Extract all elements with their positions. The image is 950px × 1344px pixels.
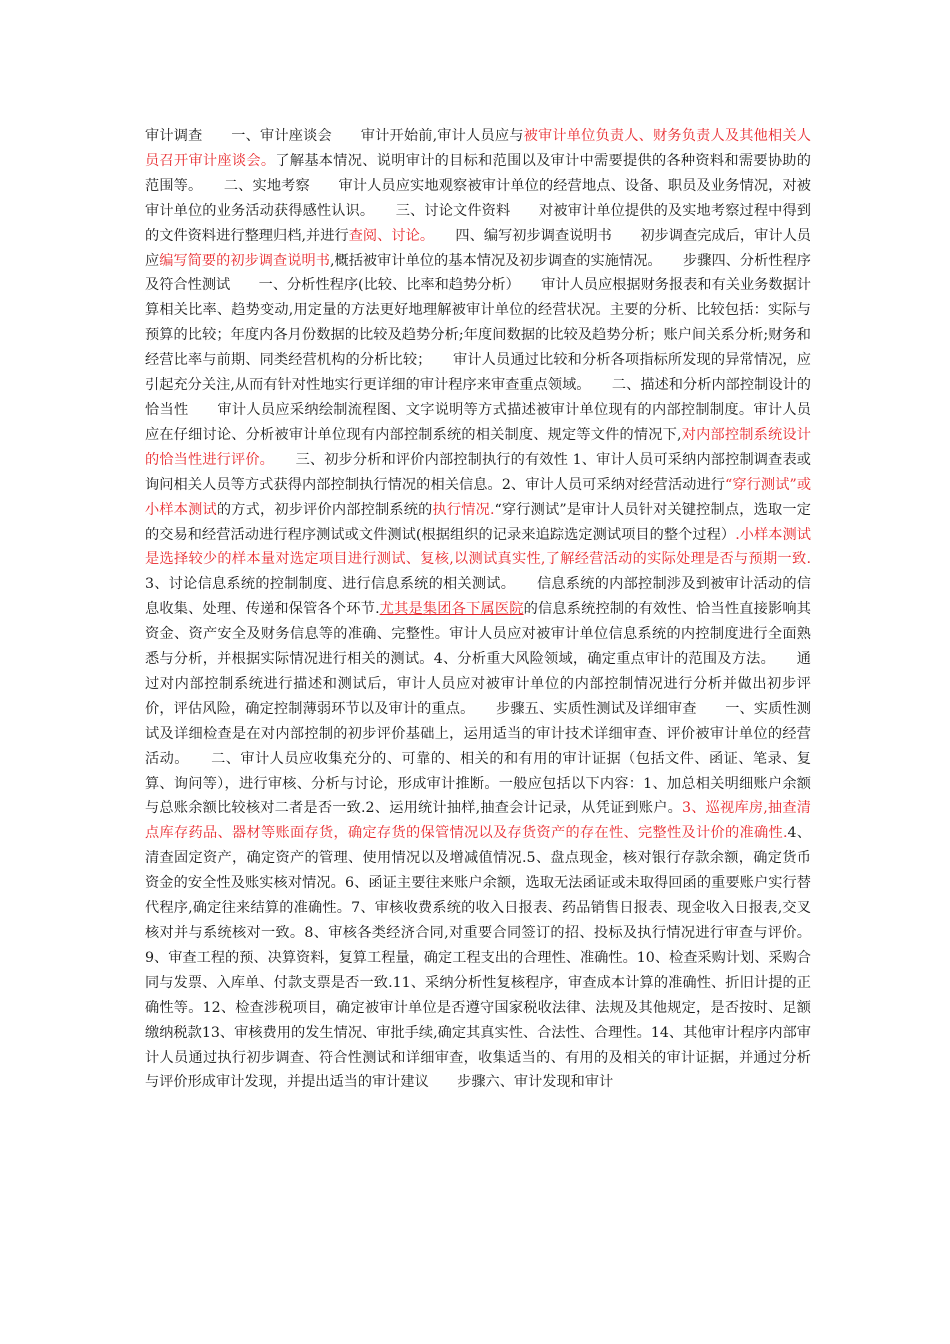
highlighted-text-run: 执行情况. <box>432 501 495 518</box>
text-run: 的方式，初步评价内部控制系统的 <box>216 501 433 518</box>
text-run: 四、编写初步调查说明书 初步调查完成后，审计人员应 <box>145 227 811 269</box>
highlighted-text-run: 对内部控制系统设计的恰当性进行评价。 <box>145 426 811 468</box>
text-run: 三、初步分析和评价内部控制执行的有效性 1、审计人员可采纳内部控制调查表或询问相关人员等方式获得内部控制执行情况的相关信息。2、审计人员可采纳对经营活动进行 <box>145 451 811 493</box>
text-run: 审计调查 一、审计座谈会 审计开始前,审计人员应与 <box>145 128 524 144</box>
highlighted-text-run: 查阅、讨论。 <box>348 227 427 244</box>
text-run: ,概括被审计单位的基本情况及初步调查的实施情况。 步骤四、分析性程序及符合性测试 一、分析性程序(比较、比率和趋势分析） 审计人员应根据财务报表和有关业务数据计算相关比率、趋势变动,用定量的方法更好地理解被审计单位的经营状况。主要的分析、比较包括：实际与预算的比较；年度内各月份数据的比较及趋势分析;年度间数据的比较及趋势分析；账户间关系分析;财务和经营比率与前期、同类经营机构的分析比较； 审计人员通过比较和分析各项指标所发现的异常情况，应引起充分关注,从而有针对性地实行更详细的审计程序来审查重点领域。 二、描述和分析内部控制设计的恰当性 审计人员应采纳绘制流程图、文字说明等方式描述被审计单位现有的内部控制制度。审计人员应在仔细讨论、分析被审计单位现有内部控制系统的相关制度、规定等文件的情况下, <box>145 252 811 443</box>
text-run: 3、讨论信息系统的控制制度、进行信息系统的相关测试。 信息系统的内部控制涉及到被审计活动的信息收集、处理、传递和保管各个环节. <box>145 576 811 618</box>
highlighted-text-run: “穿行测试”或小样本测试 <box>145 476 812 518</box>
text-run: 的信息系统控制的有效性、恰当性直接影响其资金、资产安全及财务信息等的准确、完整性。审计人员应对被审计单位信息系统的内控制度进行全面熟悉与分析，并根据实际情况进行相关的测试。4、分析重大风险领域，确定重点审计的范围及方法。 通过对内部控制系统进行描述和测试后，审计人员应对被审计单位的内部控制情况进行分析并做出初步评价，评估风险，确定控制薄弱环节以及审计的重点。 步骤五、实质性测试及详细审查 一、实质性测试及详细检查是在对内部控制的初步评价基础上，运用适当的审计技术详细审查、评价被审计单位的经营活动。 二、审计人员应收集充分的、可靠的、相关的和有用的审计证据（包括文件、函证、笔录、复算、询问等），进行审核、分析与讨论，形成审计推断。一般应包括以下内容：1、加总相关明细账户余额与总账余额比较核对二者是否一致.2、运用统计抽样,抽查会计记录，从凭证到账户。 <box>145 601 811 817</box>
highlighted-text-run: 尤其是集团各下属医院 <box>379 601 524 618</box>
highlighted-text-run: 被审计单位负责人、财务负责人及其他相关人员召开审计座谈会。 <box>145 128 811 169</box>
document-page <box>145 124 811 1095</box>
text-run: “穿行测试”是审计人员针对关键控制点，选取一定的交易和经营活动进行程序测试或文件测试(根据组织的记录来追踪选定测试项目的整个过程） <box>145 501 811 543</box>
text-run: 了解基本情况、说明审计的目标和范围以及审计中需要提供的各种资料和需要协助的范围等。 二、实地考察 审计人员应实地观察被审计单位的经营地点、设备、职员及业务情况，对被审计单位的业务活动获得感性认识。 三、讨论文件资料 对被审计单位提供的及实地考察过程中得到的文件资料进行整理归档,并进行 <box>145 152 811 244</box>
text-run: 4、清查固定资产，确定资产的管理、使用情况以及增减值情况.5、盘点现金，核对银行存款余额，确定货币资金的安全性及账实核对情况。6、函证主要往来账户余额，选取无法函证或未取得回函的重要账户实行替代程序,确定往来结算的准确性。7、审核收费系统的收入日报表、药品销售日报表、现金收入日报表,交叉核对并与系统核对一致。8、审核各类经济合同,对重要合同签订的招、投标及执行情况进行审查与评价。9、审查工程的预、决算资料，复算工程量，确定工程支出的合理性、准确性。10、检查采购计划、采购合同与发票、入库单、付款支票是否一致.11、采纳分析性复核程序，审查成本计算的准确性、折旧计提的正确性等。12、检查涉税项目，确定被审计单位是否遵守国家税收法律、法规及其他规定，是否按时、足额缴纳税款13、审核费用的发生情况、审批手续,确定其真实性、合法性、合理性。14、其他审计程序内部审计人员通过执行初步调查、符合性测试和详细审查，收集适当的、有用的及相关的审计证据，并通过分析与评价形成审计发现，并提出适当的审计建议 步骤六、审计发现和审计 <box>145 825 811 1091</box>
highlighted-text-run: 3、巡视库房,抽查清点库存药品、器材等账面存货，确定存货的保管情况以及存货资产的存在性、完整性及计价的准确性. <box>145 800 811 842</box>
body-paragraph <box>145 124 811 1095</box>
highlighted-text-run: 编写简要的初步调查说明书 <box>159 252 330 269</box>
highlighted-text-run: .小样本测试是选择较少的样本量对选定项目进行测试、复核,以测试真实性,了解经营活动的实际处理是否与预期一致. <box>145 526 811 568</box>
